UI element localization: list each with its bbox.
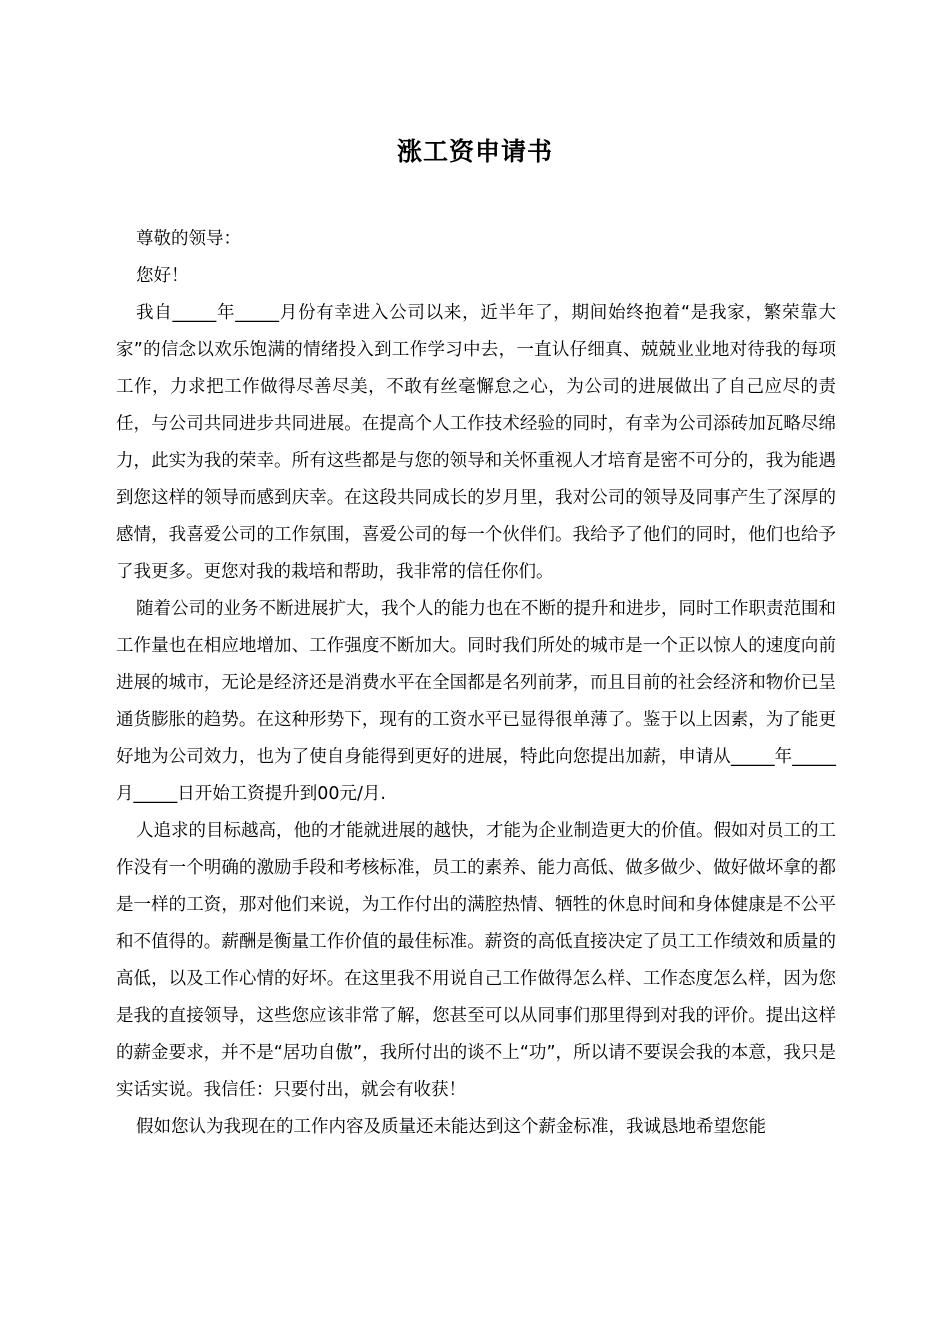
greeting: 您好！ (136, 266, 189, 286)
paragraph: 假如您认为我现在的工作内容及质量还未能达到这个薪金标准，我诚恳地希望您能 (136, 1117, 766, 1137)
paragraph: 随着公司的业务不断进展扩大，我个人的能力也在不断的提升和进步，同时工作职责范围和工作量也在相应地增加、工作强度不断加大。同时我们所处的城市是一个正以惊人的速度向前进展的城市，无论是经济还是消费水平在全国都是名列前茅，而且目前的社会经济和物价已呈通货膨胀的趋势。在这种形势下，现有的工资水平已显得很单薄了。鉴于以上因素，为了能更好地为公司效力，也为了使自身能得到更好的进展，特此向您提出加薪，申请从_____年_____月_____日开始工资提升到00元/月. (116, 599, 836, 804)
document-body (116, 221, 836, 1146)
salutation: 尊敬的领导： (136, 229, 241, 249)
paragraph: 人追求的目标越高，他的才能就进展的越快，才能为企业制造更大的价值。假如对员工的工作没有一个明确的激励手段和考核标准，员工的素养、能力高低、做多做少、做好做坏拿的都是一样的工资，那对他们来说，为工作付出的满腔热情、牺牲的休息时间和身体健康是不公平和不值得的。薪酬是衡量工作价值的最佳标准。薪资的高低直接决定了员工工作绩效和质量的高低，以及工作心情的好坏。在这里我不用说自己工作做得怎么样、工作态度怎么样，因为您是我的直接领导，这些您应该非常了解，您甚至可以从同事们那里得到对我的评价。提出这样的薪金要求，并不是“居功自傲”，我所付出的谈不上“功”，所以请不要误会我的本意，我只是实话实说。我信任：只要付出，就会有收获！ (116, 821, 836, 1100)
paragraph: 我自_____年_____月份有幸进入公司以来，近半年了，期间始终抱着“是我家，繁荣靠大家”的信念以欢乐饱满的情绪投入到工作学习中去，一直认仔细真、兢兢业业地对待我的每项工作，力求把工作做得尽善尽美，不敢有丝毫懈怠之心，为公司的进展做出了自己应尽的责任，与公司共同进步共同进展。在提高个人工作技术经验的同时，有幸为公司添砖加瓦略尽绵力，此实为我的荣幸。所有这些都是与您的领导和关怀重视人才培育是密不可分的，我为能遇到您这样的领导而感到庆幸。在这段共同成长的岁月里，我对公司的领导及同事产生了深厚的感情，我喜爱公司的工作氛围，喜爱公司的每一个伙伴们。我给予了他们的同时，他们也给予了我更多。更您对我的栽培和帮助，我非常的信任你们。 (116, 303, 836, 582)
document-title: 涨工资申请书 (396, 137, 553, 166)
